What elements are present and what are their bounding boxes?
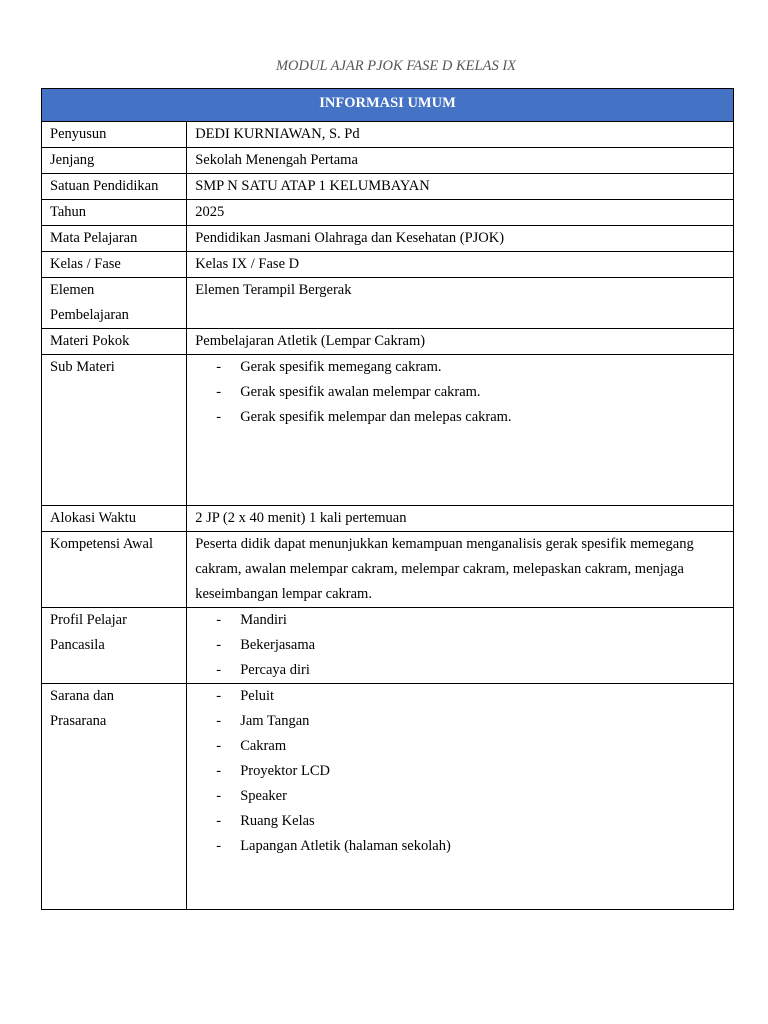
table-row (42, 506, 734, 532)
row-value-kelas: Kelas IX / Fase D (187, 252, 734, 278)
list-item: - Proyektor LCD (195, 759, 725, 784)
list-item: - Bekerjasama (195, 633, 725, 658)
table-row (42, 174, 734, 200)
table-row (42, 252, 734, 278)
list-item: - Lapangan Atletik (halaman sekolah) (195, 834, 725, 859)
sub-materi-list (195, 355, 725, 430)
row-value-sub-materi (187, 355, 734, 506)
row-label-jenjang: Jenjang (42, 148, 187, 174)
row-value-mapel: Pendidikan Jasmani Olahraga dan Kesehatan (PJOK) (187, 226, 734, 252)
row-value-penyusun: DEDI KURNIAWAN, S. Pd (187, 122, 734, 148)
row-value-satuan: SMP N SATU ATAP 1 KELUMBAYAN (187, 174, 734, 200)
list-item: - Cakram (195, 734, 725, 759)
row-label-sarana (42, 684, 187, 910)
list-item: - Mandiri (195, 608, 725, 633)
row-value-tahun: 2025 (187, 200, 734, 226)
table-row (42, 122, 734, 148)
table-row (42, 278, 734, 329)
row-label-alokasi: Alokasi Waktu (42, 506, 187, 532)
row-label-profil-line2: Pancasila (50, 637, 105, 653)
list-item: - Ruang Kelas (195, 809, 725, 834)
row-label-mapel: Mata Pelajaran (42, 226, 187, 252)
row-value-alokasi: 2 JP (2 x 40 menit) 1 kali pertemuan (187, 506, 734, 532)
row-label-profil (42, 608, 187, 684)
list-item: - Gerak spesifik awalan melempar cakram. (195, 380, 725, 405)
row-label-profil-line1: Profil Pelajar (50, 612, 127, 628)
table-row (42, 684, 734, 910)
table-row (42, 226, 734, 252)
sarana-list (195, 684, 725, 859)
table-row (42, 532, 734, 608)
row-label-satuan: Satuan Pendidikan (42, 174, 187, 200)
row-label-elemen-line1: Elemen (50, 282, 95, 298)
list-item: - Percaya diri (195, 658, 725, 683)
table-row (42, 329, 734, 355)
row-label-sarana-line2: Prasarana (50, 713, 107, 729)
row-value-sarana (187, 684, 734, 910)
list-item: - Peluit (195, 684, 725, 709)
row-label-penyusun: Penyusun (42, 122, 187, 148)
row-label-tahun: Tahun (42, 200, 187, 226)
table-row (42, 608, 734, 684)
document-title: MODUL AJAR PJOK FASE D KELAS IX (275, 58, 517, 74)
table-row (42, 148, 734, 174)
list-item: - Gerak spesifik memegang cakram. (195, 355, 725, 380)
row-value-profil (187, 608, 734, 684)
row-label-kompetensi: Kompetensi Awal (42, 532, 187, 608)
table-header-row (42, 89, 734, 122)
row-label-sub-materi: Sub Materi (42, 355, 187, 506)
row-label-elemen (42, 278, 187, 329)
row-label-elemen-line2: Pembelajaran (50, 307, 129, 323)
row-value-materi: Pembelajaran Atletik (Lempar Cakram) (187, 329, 734, 355)
info-table (41, 88, 734, 910)
table-header: INFORMASI UMUM (42, 89, 734, 122)
row-label-kelas: Kelas / Fase (42, 252, 187, 278)
list-item: - Speaker (195, 784, 725, 809)
row-value-elemen: Elemen Terampil Bergerak (187, 278, 734, 329)
row-label-sarana-line1: Sarana dan (50, 688, 115, 704)
table-row (42, 200, 734, 226)
profil-list (195, 608, 725, 683)
row-value-kompetensi: Peserta didik dapat menunjukkan kemampuan menganalisis gerak spesifik memegang cakram, awalan melempar cakram, melempar cakram, melepaskan cakram, menjaga keseimbangan lempar cakram. (187, 532, 734, 608)
list-item: - Jam Tangan (195, 709, 725, 734)
list-item: - Gerak spesifik melempar dan melepas cakram. (195, 405, 725, 430)
row-value-jenjang: Sekolah Menengah Pertama (187, 148, 734, 174)
table-row (42, 355, 734, 506)
row-label-materi: Materi Pokok (42, 329, 187, 355)
